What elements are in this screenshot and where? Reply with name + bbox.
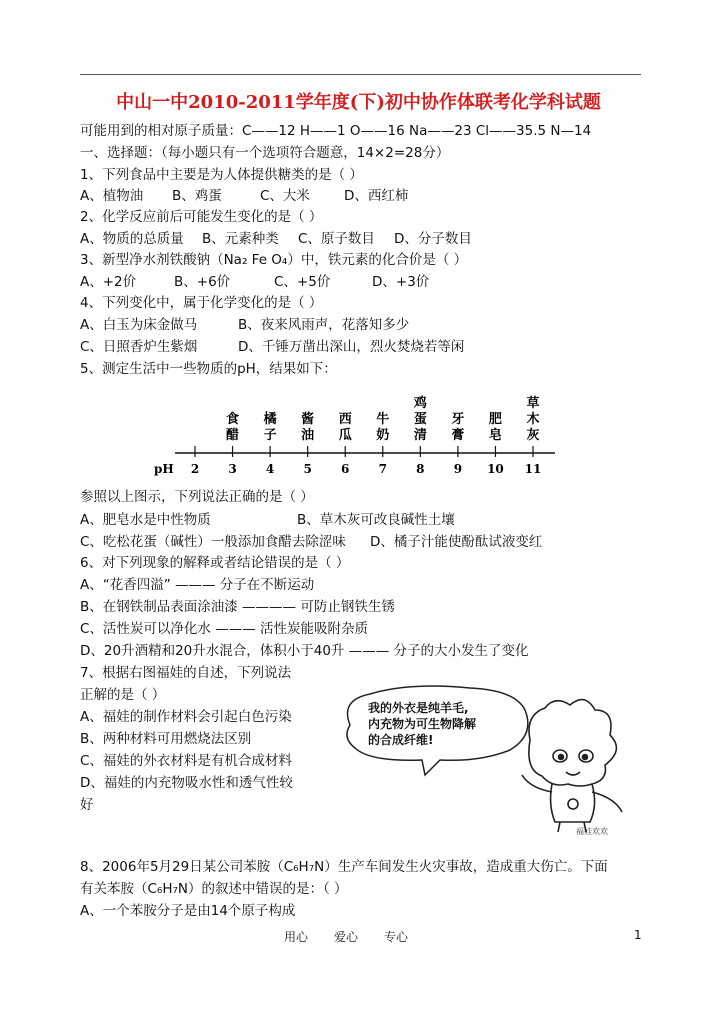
question-7-option-b: B、两种材料可用燃烧法区别 [80,731,252,747]
speech-bubble-line-2: 内充物为可生物降解 [368,717,477,731]
option-a: A、植物油 [80,188,144,204]
option-a: A、+2价 [80,274,137,290]
ph-item-label: 酱油 [301,412,315,443]
option-d: D、西红柿 [344,188,409,204]
ph-number-line [150,385,560,485]
footer-mid: 爱心 [334,930,359,944]
atomic-masses: 可能用到的相对原子质量：C——12 H——1 O——16 Na——23 Cl——35.5 N—14 [80,123,592,139]
speech-bubble-line-3: 的合成纤维! [368,733,434,747]
question-8-cont: 有关苯胺（C₆H₇N）的叙述中错误的是：（ ） [80,881,348,897]
ph-item-label: 肥皂 [488,412,502,443]
option-c: C、大米 [260,188,310,204]
ph-tick-label: 8 [416,462,425,476]
ph-axis-label: pH [154,462,174,476]
question-4-options-ab [80,316,409,334]
question-2-options [80,230,472,248]
footer-right: 专心 [384,930,409,944]
mascot-icon [522,700,622,832]
question-7-option-d: D、福娃的内充物吸水性和透气性较 [80,775,293,791]
ph-chart [150,385,560,485]
ph-tick-label: 9 [453,462,463,476]
option-b: B、+6价 [174,274,231,290]
ph-item-label: 鸡蛋清 [413,396,427,443]
speech-bubble-line-1: 我的外衣是纯羊毛, [368,701,469,715]
question-8-option-a: A、一个苯胺分子是由14个原子构成 [80,903,296,919]
top-rule [80,74,641,75]
question-2: 2、化学反应前后可能发生变化的是（ ） [80,209,323,225]
ph-tick-label: 5 [303,462,312,476]
question-5-options-cd [80,533,542,551]
option-a: A、物质的总质量 [80,231,184,247]
exam-title: 中山一中2010-2011学年度(下)初中协作体联考化学科试题 [116,92,601,113]
ph-item-label: 橘子 [263,412,277,443]
mascot-signature: 福娃欢欢 [576,827,608,836]
question-4-options-cd [80,338,464,356]
option-c: C、吃松花蛋（碱性）一般添加食醋去除涩味 [80,534,346,550]
question-6-option-a: A、“花香四溢” ——— 分子在不断运动 [80,577,315,593]
question-5: 5、测定生活中一些物质的pH，结果如下： [80,361,337,377]
ph-item-label: 牛奶 [376,412,390,443]
ph-tick-label: 4 [265,462,275,476]
ph-tick-label: 10 [487,462,504,476]
question-5-prompt: 参照以上图示，下列说法正确的是（ ） [80,489,314,505]
question-6-option-d: D、20升酒精和20升水混合，体积小于40升 ——— 分子的大小发生了变化 [80,643,529,659]
question-6-option-c: C、活性炭可以净化水 ——— 活性炭能吸附杂质 [80,621,369,637]
question-7-option-a: A、福娃的制作材料会引起白色污染 [80,709,292,725]
ph-item-label: 草木灰 [526,396,540,443]
section-heading: 一、选择题：（每小题只有一个选项符合题意，14×2=28分） [80,145,450,161]
option-d: D、+3价 [372,274,430,290]
option-d: D、橘子汁能使酚酞试液变红 [370,534,543,550]
question-1-options [80,187,408,205]
option-a: A、肥皂水是中性物质 [80,512,211,528]
question-8: 8、2006年5月29日某公司苯胺（C₆H₇N）生产车间发生火灾事故，造成重大伤亡。下面 [80,859,608,875]
fuwa-illustration [330,680,630,840]
option-b: B、草木灰可改良碱性土壤 [297,512,455,528]
footer-left: 用心 [284,930,309,944]
question-5-options-ab [80,511,455,529]
question-6-option-b: B、在钢铁制品表面涂油漆 ———— 可防止钢铁生锈 [80,599,395,615]
ph-tick-label: 2 [190,462,200,476]
question-6: 6、对下列现象的解释或者结论错误的是（ ） [80,555,350,571]
question-3-options [80,273,429,291]
question-7: 7、根据右图福娃的自述，下列说法 [80,665,292,681]
option-c: C、日照香炉生紫烟 [80,339,198,355]
question-7-cont: 正解的是（ ） [80,687,166,703]
option-c: C、原子数目 [298,231,375,247]
option-b: B、鸡蛋 [172,188,222,204]
ph-item-label: 食醋 [226,412,240,443]
question-7-option-c: C、福娃的外衣材料是有机合成材料 [80,753,292,769]
option-a: A、白玉为床金做马 [80,317,198,333]
question-3: 3、新型净水剂铁酸钠（Na₂ Fe O₄）中，铁元素的化合价是（ ） [80,252,468,268]
ph-tick-label: 11 [524,462,542,476]
ph-item-label: 牙膏 [451,412,465,443]
page-number: 1 [634,928,642,942]
ph-tick-label: 3 [228,462,237,476]
ph-item-label: 西瓜 [338,412,352,443]
option-b: B、元素种类 [202,231,279,247]
option-d: D、分子数目 [394,231,472,247]
ph-tick-label: 7 [378,462,387,476]
option-b: B、夜来风雨声，花落知多少 [238,317,410,333]
ph-tick-label: 6 [341,462,350,476]
question-1: 1、下列食品中主要是为人体提供糖类的是（ ） [80,167,363,183]
question-7-option-d-cont: 好 [80,797,94,813]
option-c: C、+5价 [274,274,331,290]
question-4: 4、下列变化中，属于化学变化的是（ ） [80,295,323,311]
option-d: D、千锤万凿出深山，烈火焚烧若等闲 [238,339,465,355]
